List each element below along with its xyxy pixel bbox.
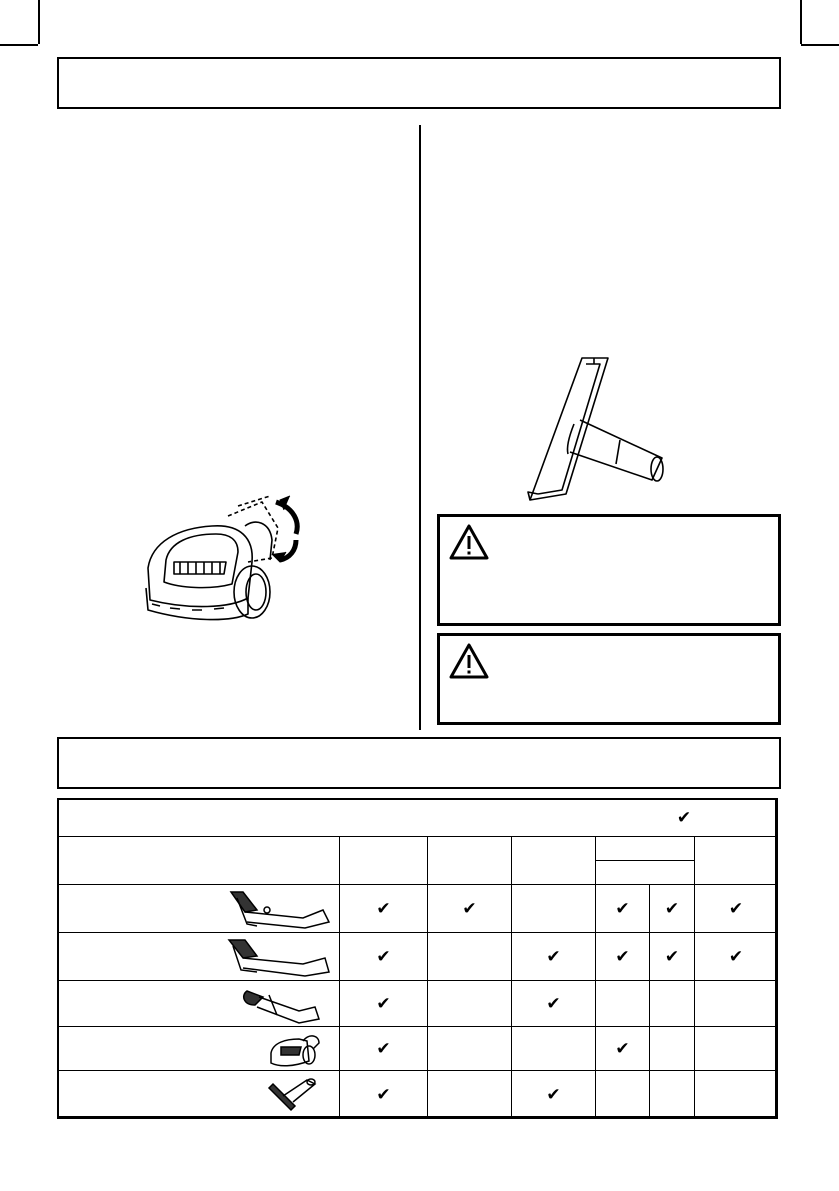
brush-crevice-tool-icon xyxy=(223,936,333,978)
check-mark: ✔ xyxy=(376,993,391,1014)
check-mark: ✔ xyxy=(376,946,391,967)
tool-cell-dusting-brush xyxy=(58,981,340,1027)
check-mark: ✔ xyxy=(615,946,630,967)
header-col-1 xyxy=(340,837,428,885)
check-mark: ✔ xyxy=(376,1084,391,1105)
crop-mark-tl-v xyxy=(38,0,40,44)
accessory-compatibility-table xyxy=(57,798,778,1119)
table-row xyxy=(58,1071,778,1119)
crevice-tool-icon xyxy=(223,888,333,930)
table-row xyxy=(58,981,778,1027)
table-row xyxy=(58,885,778,933)
table-row xyxy=(58,1027,778,1071)
header-tool-cell xyxy=(58,837,340,885)
check-mark: ✔ xyxy=(615,1038,630,1059)
check-legend: ✔ xyxy=(676,807,692,828)
warning-triangle-icon xyxy=(448,642,490,680)
check-mark: ✔ xyxy=(664,898,680,919)
tool-cell-crevice xyxy=(58,885,340,933)
table-title-row xyxy=(58,799,778,837)
table-row xyxy=(58,933,778,981)
tool-cell-upholstery xyxy=(58,1071,340,1119)
crop-mark-tr-v xyxy=(800,0,802,44)
check-mark: ✔ xyxy=(462,898,477,919)
upholstery-tool-icon xyxy=(263,1074,333,1116)
column-divider xyxy=(419,125,421,730)
header-col-6 xyxy=(695,837,778,885)
check-mark: ✔ xyxy=(615,898,630,919)
dusting-brush-icon xyxy=(233,983,333,1025)
tool-cell-turbo-brush xyxy=(58,1027,340,1071)
check-mark: ✔ xyxy=(728,946,744,967)
section-1-header xyxy=(57,57,781,109)
check-mark: ✔ xyxy=(546,946,561,967)
check-mark: ✔ xyxy=(376,898,391,919)
crop-mark-tl-h xyxy=(0,44,38,46)
crop-mark-tr-h xyxy=(801,44,839,46)
warning-box-1 xyxy=(437,514,781,626)
check-mark: ✔ xyxy=(728,898,744,919)
header-col-group xyxy=(596,837,695,861)
section-2-header xyxy=(57,737,781,789)
warning-triangle-icon xyxy=(448,523,490,561)
header-col-group-sub xyxy=(596,861,695,885)
header-col-2 xyxy=(428,837,512,885)
turbo-brush-icon xyxy=(263,1029,333,1069)
header-col-3 xyxy=(512,837,596,885)
upholstery-tool-illustration xyxy=(520,354,670,504)
turbo-brush-rotation-illustration xyxy=(130,488,330,628)
check-mark: ✔ xyxy=(376,1038,391,1059)
tool-cell-brush-crevice xyxy=(58,933,340,981)
check-mark: ✔ xyxy=(664,946,680,967)
check-mark: ✔ xyxy=(546,993,561,1014)
warning-box-2 xyxy=(437,633,781,725)
check-mark: ✔ xyxy=(546,1084,561,1105)
